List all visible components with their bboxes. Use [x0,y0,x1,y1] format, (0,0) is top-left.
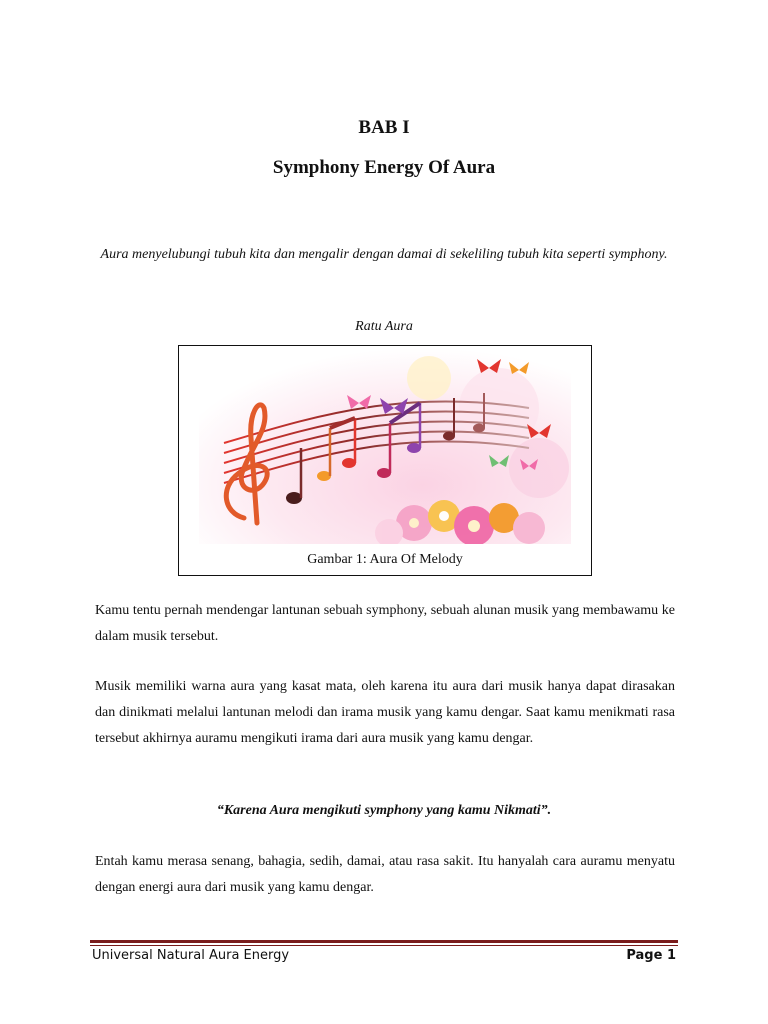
figure-frame [178,345,592,576]
highlight-quote: “Karena Aura mengikuti symphony yang kamu Nikmati”. [216,803,552,818]
body-paragraph-2: Musik memiliki warna aura yang kasat mata, oleh karena itu aura dari musik hanya dapat dirasakan dan dinikmati melalui lantunan melodi dan irama musik yang kamu dengar. Saat kamu menikmati rasa tersebut akhirnya auramu mengikuti irama dari aura musik yang kamu dengar. [95,679,675,746]
body-paragraph-3: Entah kamu merasa senang, bahagia, sedih, damai, atau rasa sakit. Itu hanyalah cara auramu menyatu dengan energi aura dari musik yang kamu dengar. [95,854,675,895]
figure-caption: Gambar 1: Aura Of Melody [307,552,463,567]
footer-title: Universal Natural Aura Energy [92,948,290,963]
epigraph-author: Ratu Aura [355,319,413,334]
footer-rule-thin [90,945,678,946]
chapter-number: BAB I [358,117,410,138]
body-paragraph-1: Kamu tentu pernah mendengar lantunan sebuah symphony, sebuah alunan musik yang membawamu ke dalam musik tersebut. [95,603,675,644]
page-number: Page 1 [626,948,676,963]
music-notes-illustration [199,348,571,544]
chapter-title: Symphony Energy Of Aura [272,157,496,178]
epigraph-text: Aura menyelubungi tubuh kita dan mengalir dengan damai di sekeliling tubuh kita seperti symphony. [100,247,668,262]
footer-rule-thick [90,940,678,943]
